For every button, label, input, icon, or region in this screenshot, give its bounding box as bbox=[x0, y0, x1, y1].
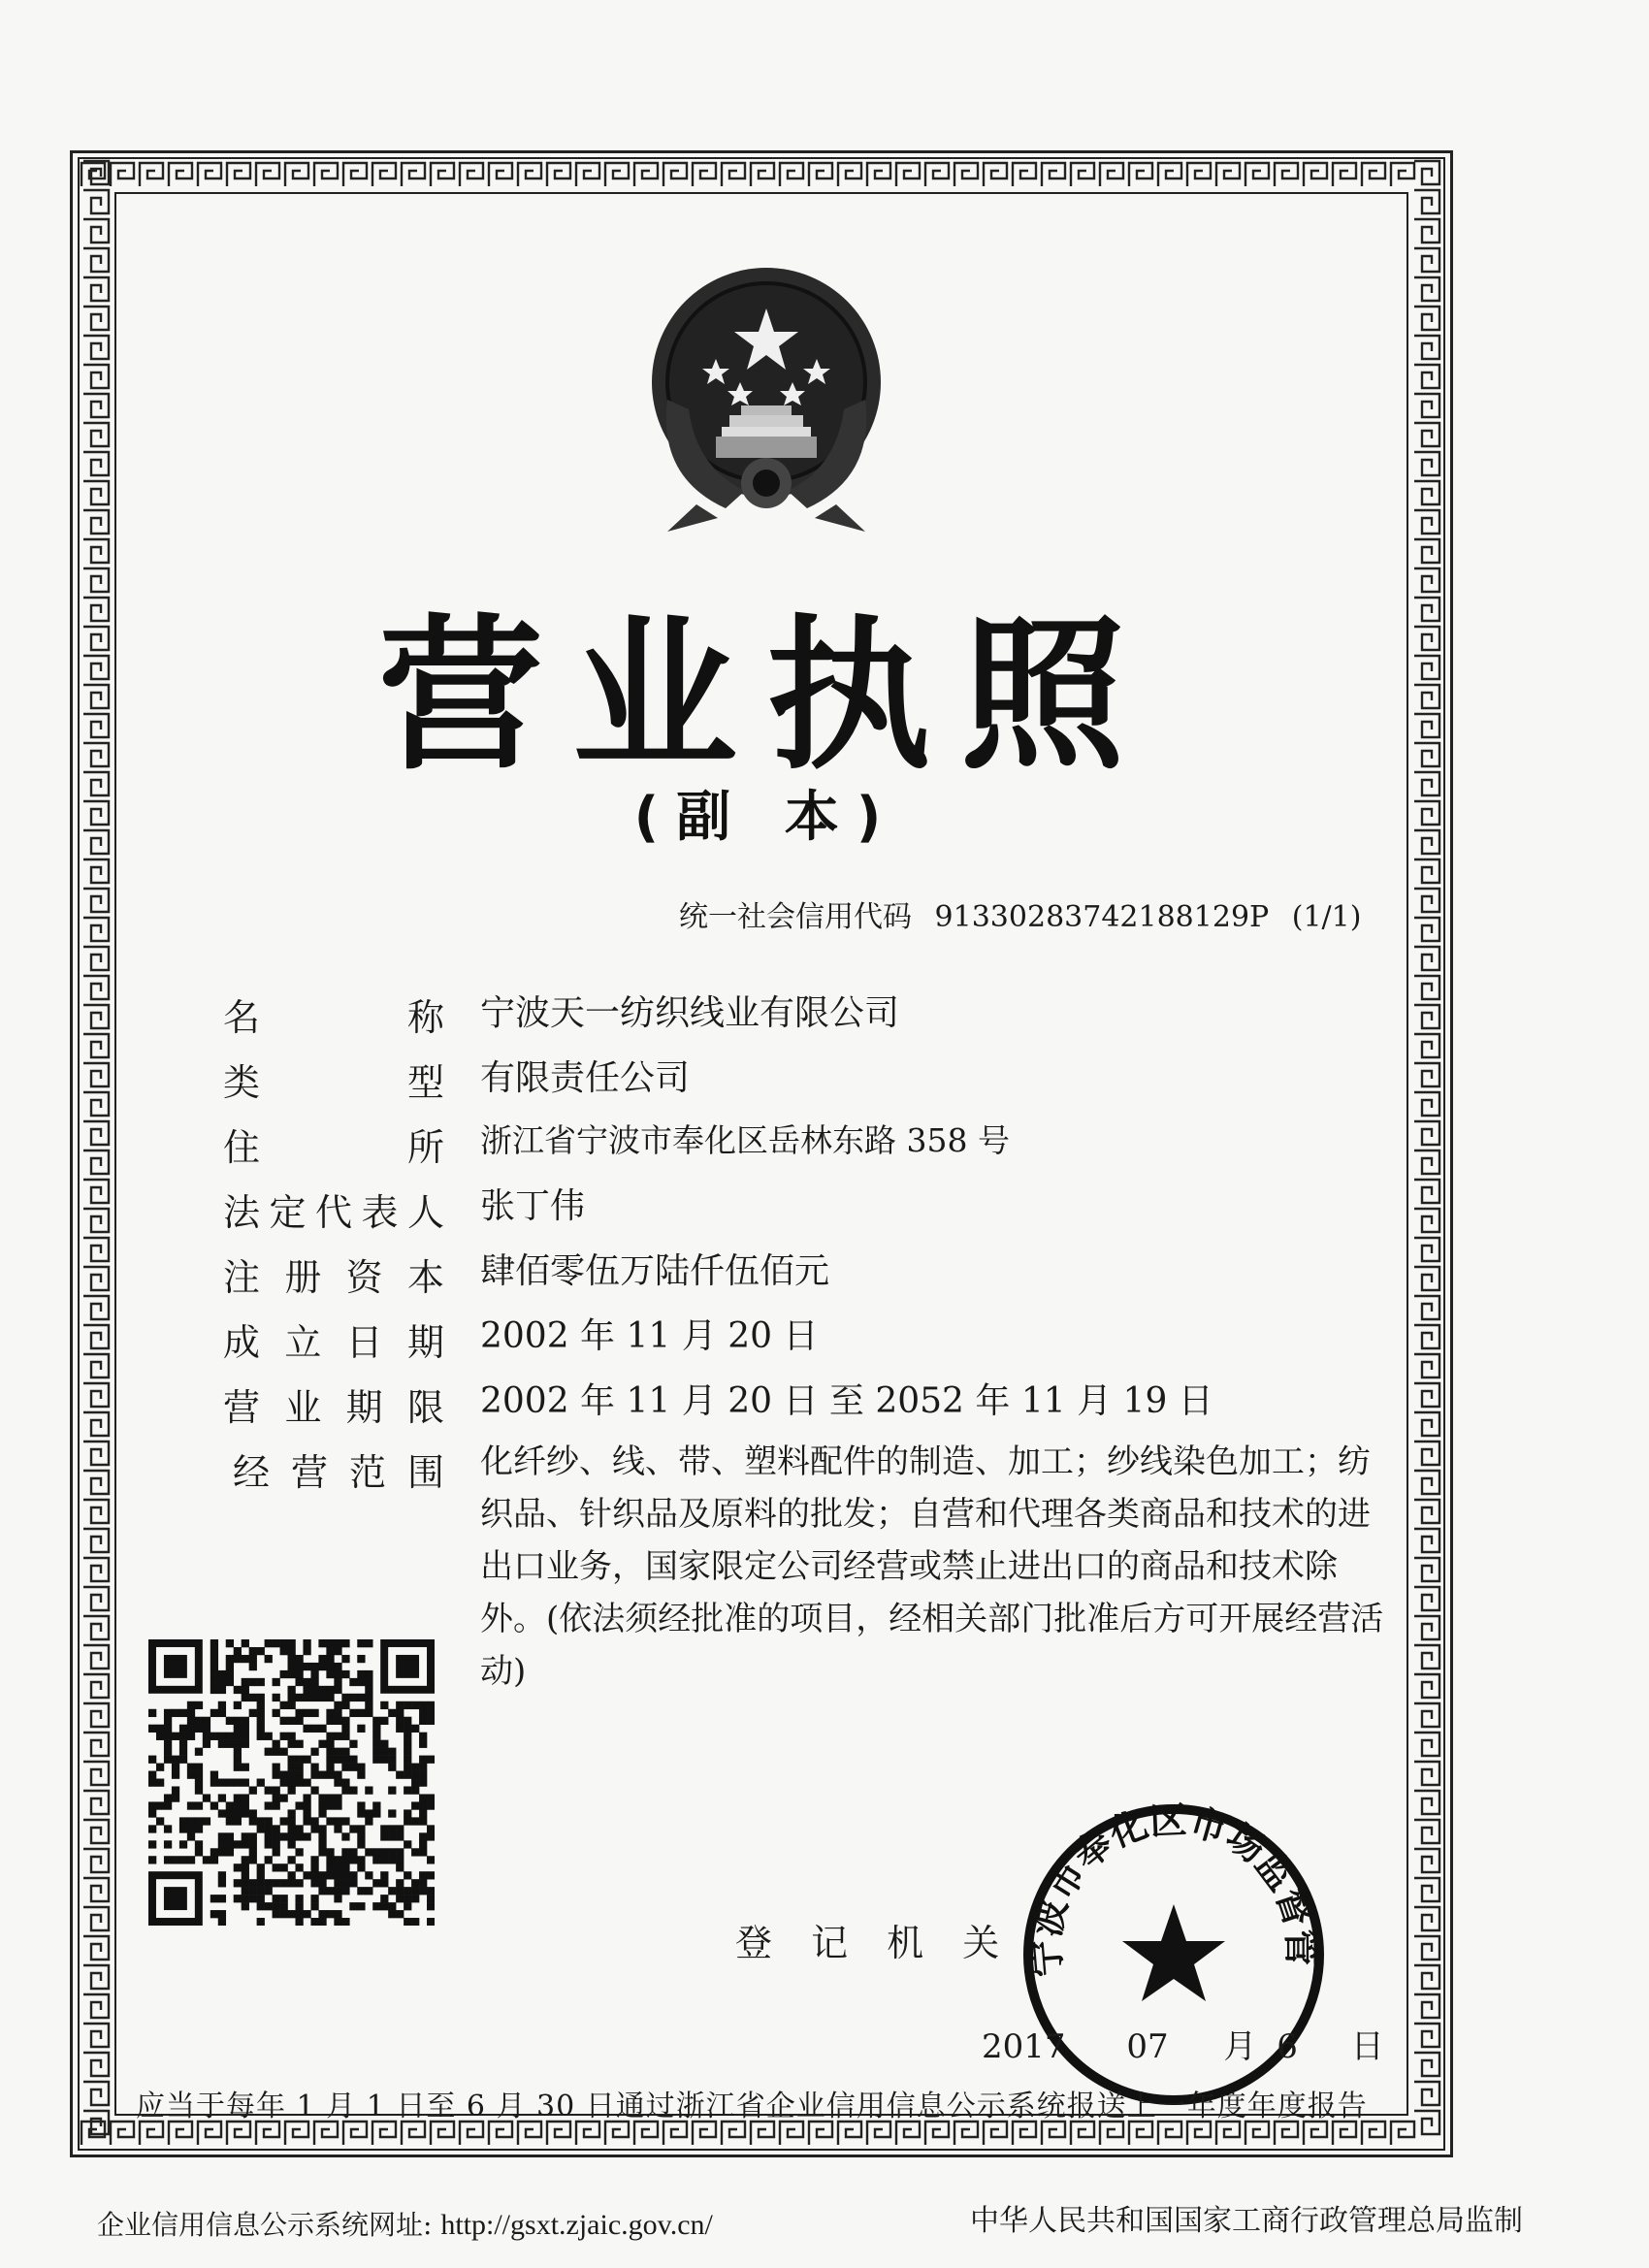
seal-star-icon bbox=[1122, 1904, 1225, 2001]
frieze-motif bbox=[605, 2122, 629, 2145]
svg-text:宁波市奉化区市场监督管理局: 宁波市奉化区市场监督管 bbox=[1023, 1799, 1323, 1979]
frieze-motif bbox=[925, 163, 949, 186]
label-char: 期 bbox=[345, 1386, 383, 1429]
frieze-motif bbox=[1414, 1238, 1439, 1261]
field-value-type: 有限责任公司 bbox=[480, 1058, 691, 1098]
field-value-scope: 化纤纱、线、带、塑料配件的制造、加工；纱线染色加工；纺织品、针织品及原料的批发；自营和代理各类商品和技术的进出口业务，国家限定公司经营或禁止进出口的商品和技术除外。(依法须经批准的项目，经相关部门批准后方可开展经营活动) bbox=[480, 1442, 1384, 1691]
frieze-motif bbox=[83, 568, 109, 592]
frieze-motif bbox=[489, 2122, 512, 2145]
frieze-motif bbox=[838, 163, 861, 186]
label-char: 营 bbox=[223, 1386, 261, 1429]
frieze-motif bbox=[83, 539, 109, 563]
field-label-capital bbox=[223, 1247, 444, 1301]
frieze-motif bbox=[1304, 163, 1327, 186]
frieze-motif bbox=[1414, 1936, 1439, 1960]
frieze-motif bbox=[1414, 1412, 1439, 1436]
frieze-motif bbox=[1414, 1965, 1439, 1989]
frieze-motif bbox=[1158, 2122, 1181, 2145]
frieze-motif bbox=[83, 2053, 109, 2076]
frieze-motif bbox=[1414, 219, 1439, 243]
field-label-term bbox=[223, 1377, 444, 1431]
frieze-motif bbox=[431, 2122, 454, 2145]
frieze-motif bbox=[256, 163, 279, 186]
frieze-motif bbox=[1414, 161, 1439, 184]
frieze-motif bbox=[83, 452, 109, 475]
label-char: 经 bbox=[233, 1451, 271, 1494]
frieze-motif bbox=[83, 772, 109, 795]
frieze-motif bbox=[722, 2122, 745, 2145]
frieze-motif bbox=[518, 2122, 541, 2145]
page-subtitle: (副 本) bbox=[633, 786, 899, 849]
frieze-motif bbox=[83, 1820, 109, 1843]
label-char: 所 bbox=[406, 1126, 444, 1169]
frieze-motif bbox=[83, 1791, 109, 1814]
frieze-motif bbox=[722, 163, 745, 186]
label-char: 类 bbox=[223, 1061, 261, 1104]
issue-month: 07 bbox=[1126, 2027, 1169, 2066]
frieze-motif bbox=[1414, 1296, 1439, 1319]
frieze-motif bbox=[83, 1121, 109, 1145]
frieze-motif bbox=[1304, 2122, 1327, 2145]
frieze-motif bbox=[1129, 163, 1152, 186]
frieze-motif bbox=[198, 163, 221, 186]
frieze-motif bbox=[83, 1558, 109, 1581]
frieze-motif bbox=[83, 1442, 109, 1465]
frieze-left bbox=[80, 159, 113, 2149]
frieze-motif bbox=[1414, 1849, 1439, 1872]
issue-date bbox=[982, 2020, 1384, 2067]
frieze-motif bbox=[1414, 1994, 1439, 2018]
frieze-motif bbox=[809, 163, 832, 186]
frieze-motif bbox=[809, 2122, 832, 2145]
label-char: 立 bbox=[284, 1321, 322, 1364]
frieze-motif bbox=[1414, 307, 1439, 330]
frieze-motif bbox=[576, 2122, 599, 2145]
frieze-motif bbox=[1414, 1442, 1439, 1465]
frieze-motif bbox=[1414, 627, 1439, 650]
frieze-motif bbox=[1414, 1616, 1439, 1639]
field-label-name bbox=[223, 988, 444, 1041]
frieze-motif bbox=[372, 2122, 396, 2145]
label-char: 定 bbox=[269, 1191, 307, 1234]
frieze-motif bbox=[605, 163, 629, 186]
label-char: 册 bbox=[284, 1256, 322, 1299]
frieze-motif bbox=[1414, 1907, 1439, 1930]
frieze-motif bbox=[1414, 598, 1439, 621]
frieze-motif bbox=[693, 2122, 716, 2145]
frieze-motif bbox=[1333, 163, 1356, 186]
frieze-motif bbox=[1129, 2122, 1152, 2145]
frieze-motif bbox=[1414, 830, 1439, 854]
frieze-motif bbox=[1414, 568, 1439, 592]
frieze-motif bbox=[1414, 423, 1439, 446]
frieze-motif bbox=[1362, 163, 1385, 186]
label-char: 型 bbox=[406, 1061, 444, 1104]
frieze-motif bbox=[83, 1907, 109, 1930]
frieze-motif bbox=[1414, 190, 1439, 213]
footer-website-label: 企业信用信息公示系统网址: bbox=[97, 2209, 433, 2241]
frieze-motif bbox=[1414, 2024, 1439, 2047]
frieze-motif bbox=[343, 163, 367, 186]
frieze-motif bbox=[1414, 1558, 1439, 1581]
frieze-motif bbox=[83, 1529, 109, 1552]
frieze-motif bbox=[1414, 1529, 1439, 1552]
frieze-motif bbox=[83, 1325, 109, 1348]
frieze-motif bbox=[343, 2122, 367, 2145]
field-value-term: 2002 年 11 月 20 日 至 2052 年 11 月 19 日 bbox=[480, 1381, 1213, 1421]
frieze-motif bbox=[1414, 1209, 1439, 1232]
frieze-motif bbox=[402, 2122, 425, 2145]
frieze-motif bbox=[1071, 163, 1094, 186]
frieze-motif bbox=[1414, 1703, 1439, 1727]
frieze-motif bbox=[1158, 163, 1181, 186]
frieze-motif bbox=[83, 1645, 109, 1669]
frieze-motif bbox=[83, 889, 109, 912]
frieze-motif bbox=[1333, 2122, 1356, 2145]
frieze-motif bbox=[83, 2024, 109, 2047]
footer-website-url[interactable]: http://gsxt.zjaic.gov.cn/ bbox=[440, 2209, 713, 2241]
frieze-motif bbox=[83, 830, 109, 854]
frieze-motif bbox=[547, 2122, 570, 2145]
frieze-motif bbox=[83, 1063, 109, 1086]
frieze-motif bbox=[83, 1354, 109, 1377]
frieze-motif bbox=[83, 1936, 109, 1960]
issue-day-unit: 日 bbox=[1350, 2027, 1384, 2066]
frieze-motif bbox=[547, 163, 570, 186]
frieze-motif bbox=[1414, 976, 1439, 999]
frieze-motif bbox=[1414, 772, 1439, 795]
frieze-motif bbox=[83, 1383, 109, 1407]
frieze-motif bbox=[1414, 801, 1439, 825]
frieze-motif bbox=[896, 163, 920, 186]
label-char: 营 bbox=[290, 1451, 328, 1494]
frieze-motif bbox=[838, 2122, 861, 2145]
frieze-motif bbox=[1187, 2122, 1211, 2145]
frieze-motif bbox=[1414, 1645, 1439, 1669]
frieze-motif bbox=[1100, 163, 1123, 186]
national-emblem-icon bbox=[629, 254, 904, 535]
frieze-motif bbox=[576, 163, 599, 186]
frieze-motif bbox=[1414, 1180, 1439, 1203]
footer-website bbox=[97, 2204, 713, 2243]
frieze-motif bbox=[83, 918, 109, 941]
frieze-motif bbox=[83, 1994, 109, 2018]
frieze-motif bbox=[83, 1674, 109, 1698]
frieze-motif bbox=[285, 2122, 308, 2145]
frieze-motif bbox=[169, 2122, 192, 2145]
label-char: 范 bbox=[348, 1451, 386, 1494]
issue-month-unit: 月 bbox=[1223, 2027, 1257, 2066]
frieze-motif bbox=[1414, 2082, 1439, 2105]
frieze-motif bbox=[751, 163, 774, 186]
field-label-scope bbox=[233, 1442, 444, 1496]
frieze-motif bbox=[83, 1616, 109, 1639]
frieze-motif bbox=[1013, 163, 1036, 186]
field-value-established: 2002 年 11 月 20 日 bbox=[480, 1316, 819, 1356]
frieze-motif bbox=[1042, 2122, 1065, 2145]
frieze-motif bbox=[1414, 452, 1439, 475]
frieze-motif bbox=[780, 2122, 803, 2145]
frieze-motif bbox=[1414, 1267, 1439, 1290]
frieze-motif bbox=[111, 163, 134, 186]
frieze-motif bbox=[1414, 1121, 1439, 1145]
label-char: 人 bbox=[406, 1191, 444, 1234]
frieze-motif bbox=[83, 1238, 109, 1261]
frieze-motif bbox=[984, 163, 1007, 186]
frieze-motif bbox=[1414, 2053, 1439, 2076]
frieze-motif bbox=[1216, 2122, 1240, 2145]
frieze-motif bbox=[83, 947, 109, 970]
frieze-motif bbox=[1042, 163, 1065, 186]
frieze-motif bbox=[83, 1471, 109, 1494]
frieze-motif bbox=[954, 2122, 978, 2145]
frieze-motif bbox=[751, 2122, 774, 2145]
frieze-motif bbox=[256, 2122, 279, 2145]
frieze-motif bbox=[83, 1267, 109, 1290]
frieze-motif bbox=[1245, 2122, 1269, 2145]
field-value-address: 浙江省宁波市奉化区岳林东路 358 号 bbox=[480, 1121, 1010, 1159]
label-char: 限 bbox=[406, 1386, 444, 1429]
frieze-motif bbox=[372, 163, 396, 186]
frieze-motif bbox=[83, 743, 109, 766]
field-label-address bbox=[223, 1118, 444, 1171]
label-char: 期 bbox=[406, 1321, 444, 1364]
frieze-motif bbox=[140, 163, 163, 186]
frieze-motif bbox=[1414, 1762, 1439, 1785]
frieze-motif bbox=[83, 801, 109, 825]
credit-code-page: (1/1) bbox=[1291, 900, 1362, 934]
frieze-motif bbox=[227, 2122, 250, 2145]
issue-day: 6 bbox=[1277, 2027, 1298, 2066]
frieze-motif bbox=[83, 190, 109, 213]
frieze-motif bbox=[83, 976, 109, 999]
frieze-motif bbox=[83, 1296, 109, 1319]
frieze-motif bbox=[1414, 481, 1439, 504]
frieze-motif bbox=[954, 163, 978, 186]
frieze-motif bbox=[1414, 743, 1439, 766]
frieze-motif bbox=[83, 394, 109, 417]
frieze-motif bbox=[83, 1965, 109, 1989]
frieze-motif bbox=[140, 2122, 163, 2145]
frieze-motif bbox=[83, 1500, 109, 1523]
issue-year: 2017 bbox=[982, 2027, 1066, 2066]
frieze-motif bbox=[518, 163, 541, 186]
frieze-motif bbox=[1414, 1587, 1439, 1610]
frieze-motif bbox=[1414, 1500, 1439, 1523]
frieze-motif bbox=[1414, 365, 1439, 388]
frieze-motif bbox=[1275, 163, 1298, 186]
frieze-motif bbox=[1414, 1005, 1439, 1028]
label-char: 法 bbox=[223, 1191, 261, 1234]
frieze-motif bbox=[83, 1733, 109, 1756]
frieze-motif bbox=[1414, 539, 1439, 563]
frieze-motif bbox=[1414, 1063, 1439, 1086]
frieze-motif bbox=[1071, 2122, 1094, 2145]
frieze-motif bbox=[83, 248, 109, 272]
label-char: 名 bbox=[223, 996, 261, 1039]
frieze-motif bbox=[83, 510, 109, 534]
frieze-motif bbox=[83, 365, 109, 388]
frieze-motif bbox=[1414, 1354, 1439, 1377]
frieze-motif bbox=[1414, 714, 1439, 737]
qr-code-icon[interactable] bbox=[148, 1639, 435, 1926]
frieze-motif bbox=[314, 2122, 338, 2145]
frieze-motif bbox=[1100, 2122, 1123, 2145]
frieze-motif bbox=[83, 336, 109, 359]
frieze-motif bbox=[83, 307, 109, 330]
frieze-motif bbox=[83, 2082, 109, 2105]
label-char: 资 bbox=[345, 1256, 383, 1299]
frieze-motif bbox=[1414, 277, 1439, 301]
frieze-motif bbox=[83, 1587, 109, 1610]
frieze-motif bbox=[83, 1412, 109, 1436]
frieze-motif bbox=[83, 685, 109, 708]
frieze-motif bbox=[1275, 2122, 1298, 2145]
frieze-motif bbox=[780, 163, 803, 186]
frieze-motif bbox=[867, 163, 890, 186]
frieze-motif bbox=[83, 1034, 109, 1057]
frieze-motif bbox=[227, 163, 250, 186]
frieze-motif bbox=[1362, 2122, 1385, 2145]
label-char: 称 bbox=[406, 996, 444, 1039]
frieze-motif bbox=[83, 627, 109, 650]
frieze-motif bbox=[1414, 510, 1439, 534]
frieze-motif bbox=[1414, 248, 1439, 272]
frieze-motif bbox=[1414, 656, 1439, 679]
field-label-type bbox=[223, 1053, 444, 1106]
frieze-motif bbox=[925, 2122, 949, 2145]
frieze-motif bbox=[198, 2122, 221, 2145]
frieze-motif bbox=[460, 163, 483, 186]
frieze-motif bbox=[83, 1092, 109, 1116]
registration-authority-label: 登 记 机 关 bbox=[735, 1922, 1014, 1964]
credit-code-row bbox=[679, 892, 1374, 935]
label-char: 住 bbox=[223, 1126, 261, 1169]
credit-code-value: 91330283742188129P bbox=[934, 900, 1270, 934]
frieze-motif bbox=[1414, 947, 1439, 970]
field-label-established bbox=[223, 1312, 444, 1366]
frieze-motif bbox=[83, 1762, 109, 1785]
frieze-motif bbox=[663, 2122, 687, 2145]
frieze-motif bbox=[1414, 336, 1439, 359]
frieze-motif bbox=[1414, 685, 1439, 708]
frieze-motif bbox=[83, 2111, 109, 2134]
footer-supervisor: 中华人民共和国国家工商行政管理总局监制 bbox=[970, 2204, 1523, 2238]
frieze-motif bbox=[431, 163, 454, 186]
label-char: 业 bbox=[284, 1386, 322, 1429]
frieze-motif bbox=[1216, 163, 1240, 186]
label-char: 本 bbox=[406, 1256, 444, 1299]
frieze-motif bbox=[83, 598, 109, 621]
frieze-motif bbox=[1414, 1325, 1439, 1348]
field-value-legal-rep: 张丁伟 bbox=[480, 1186, 586, 1226]
frieze-motif bbox=[1414, 1791, 1439, 1814]
frieze-motif bbox=[83, 1849, 109, 1872]
frieze-motif bbox=[984, 2122, 1007, 2145]
frieze-motif bbox=[1414, 1878, 1439, 1901]
frieze-motif bbox=[83, 859, 109, 883]
frieze-motif bbox=[1414, 859, 1439, 883]
frieze-motif bbox=[1414, 1820, 1439, 1843]
page-title: 营业执照 bbox=[377, 600, 1154, 793]
frieze-motif bbox=[489, 163, 512, 186]
frieze-motif bbox=[867, 2122, 890, 2145]
frieze-motif bbox=[1414, 1150, 1439, 1174]
frieze-motif bbox=[314, 163, 338, 186]
credit-code-label: 统一社会信用代码 bbox=[679, 900, 912, 934]
frieze-motif bbox=[83, 1005, 109, 1028]
frieze-motif bbox=[83, 481, 109, 504]
frieze-motif bbox=[1414, 1034, 1439, 1057]
frieze-motif bbox=[634, 2122, 658, 2145]
label-char: 代 bbox=[314, 1191, 352, 1234]
frieze-motif bbox=[896, 2122, 920, 2145]
frieze-motif bbox=[1414, 394, 1439, 417]
frieze-motif bbox=[83, 423, 109, 446]
frieze-motif bbox=[83, 656, 109, 679]
annual-report-notice: 应当于每年 1 月 1 日至 6 月 30 日通过浙江省企业信用信息公示系统报送上一年度年度报告 bbox=[136, 2090, 1368, 2123]
frieze-motif bbox=[111, 2122, 134, 2145]
frieze-motif bbox=[83, 219, 109, 243]
frieze-motif bbox=[1013, 2122, 1036, 2145]
frieze-motif bbox=[83, 1878, 109, 1901]
field-value-capital: 肆佰零伍万陆仟伍佰元 bbox=[480, 1251, 830, 1291]
frieze-motif bbox=[460, 2122, 483, 2145]
field-label-legal-rep bbox=[223, 1183, 444, 1236]
frieze-motif bbox=[1414, 1674, 1439, 1698]
frieze-motif bbox=[402, 163, 425, 186]
frieze-motif bbox=[634, 163, 658, 186]
frieze-right bbox=[1410, 159, 1443, 2149]
frieze-motif bbox=[83, 714, 109, 737]
frieze-motif bbox=[83, 1180, 109, 1203]
label-char: 日 bbox=[345, 1321, 383, 1364]
frieze-motif bbox=[169, 163, 192, 186]
frieze-motif bbox=[285, 163, 308, 186]
field-value-name: 宁波天一纺织线业有限公司 bbox=[480, 993, 900, 1033]
frieze-motif bbox=[1414, 889, 1439, 912]
frieze-motif bbox=[83, 1703, 109, 1727]
label-char: 成 bbox=[223, 1321, 261, 1364]
frieze-motif bbox=[83, 277, 109, 301]
frieze-motif bbox=[1414, 1383, 1439, 1407]
frieze-motif bbox=[1414, 1471, 1439, 1494]
frieze-top bbox=[80, 159, 1443, 190]
frieze-motif bbox=[83, 1150, 109, 1174]
frieze-motif bbox=[693, 163, 716, 186]
label-char: 注 bbox=[223, 1256, 261, 1299]
frieze-motif bbox=[83, 1209, 109, 1232]
frieze-motif bbox=[1414, 2111, 1439, 2134]
frieze-motif bbox=[663, 163, 687, 186]
frieze-motif bbox=[1245, 163, 1269, 186]
label-char: 围 bbox=[406, 1451, 444, 1494]
label-char: 表 bbox=[361, 1191, 399, 1234]
frieze-motif bbox=[1414, 1733, 1439, 1756]
frieze-motif bbox=[1187, 163, 1211, 186]
frieze-motif bbox=[1414, 1092, 1439, 1116]
frieze-motif bbox=[83, 161, 109, 184]
frieze-motif bbox=[1414, 918, 1439, 941]
